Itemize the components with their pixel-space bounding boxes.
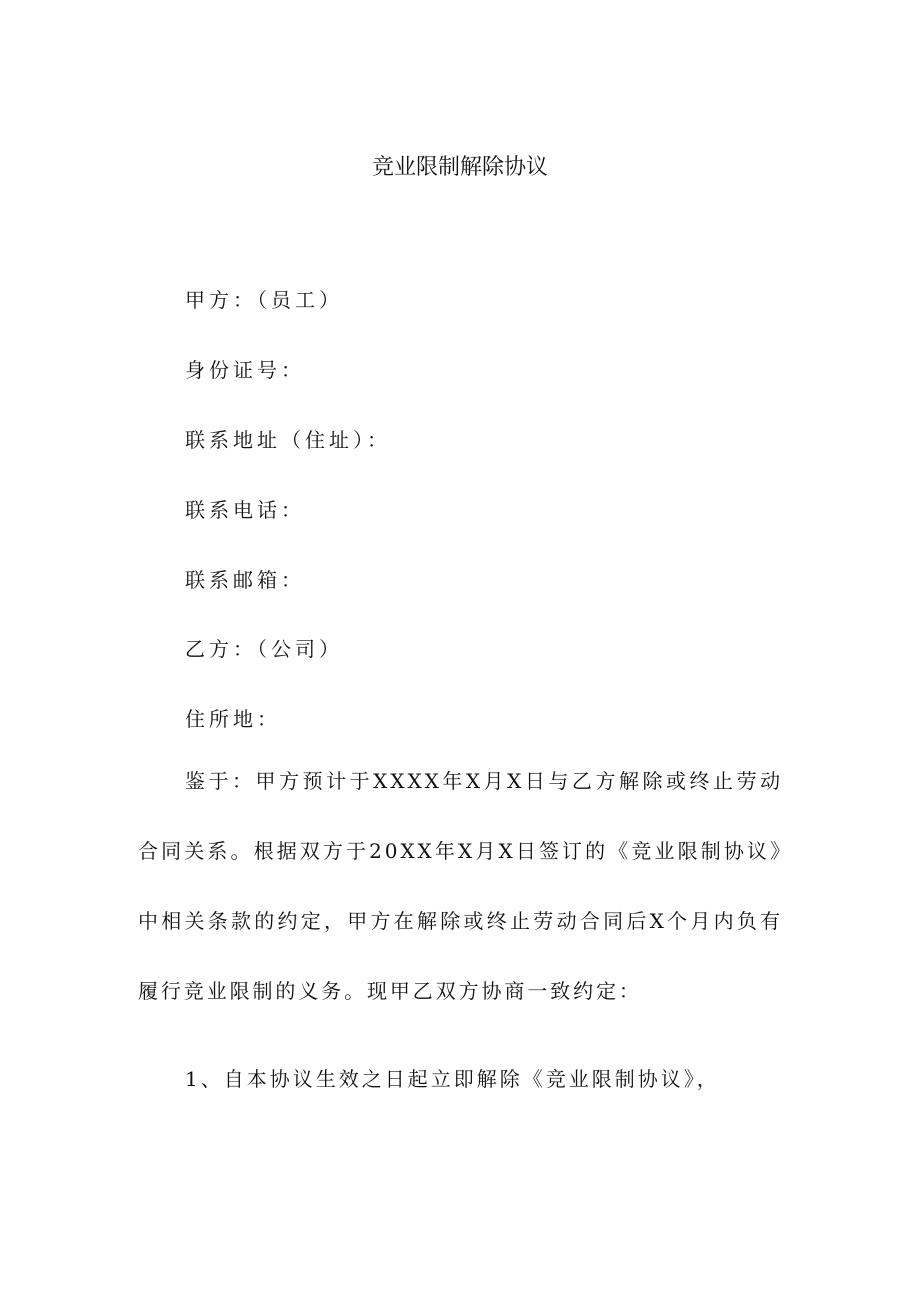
clause-1: 1、自本协议生效之日起立即解除《竞业限制协议》， (185, 1067, 720, 1091)
domicile-field: 住所地： (185, 707, 281, 731)
preamble-paragraph: 鉴于：甲方预计于XXXX年X月X日与乙方解除或终止劳动合同关系。根据双方于20XX年X月X日签订的《竞业限制协议》中相关条款的约定，甲方在解除或终止劳动合同后X个月内负有履行竞业限制的义务。现甲乙双方协商一致约定： (138, 769, 783, 1003)
party-a-field: 甲方：（员工） (185, 288, 343, 312)
id-number-field: 身份证号： (185, 358, 305, 382)
address-field: 联系地址（住址）： (185, 428, 391, 452)
phone-field: 联系电话： (185, 498, 305, 522)
email-field: 联系邮箱： (185, 568, 305, 592)
party-b-field: 乙方：（公司） (185, 637, 343, 661)
document-title: 竞业限制解除协议 (371, 155, 548, 180)
